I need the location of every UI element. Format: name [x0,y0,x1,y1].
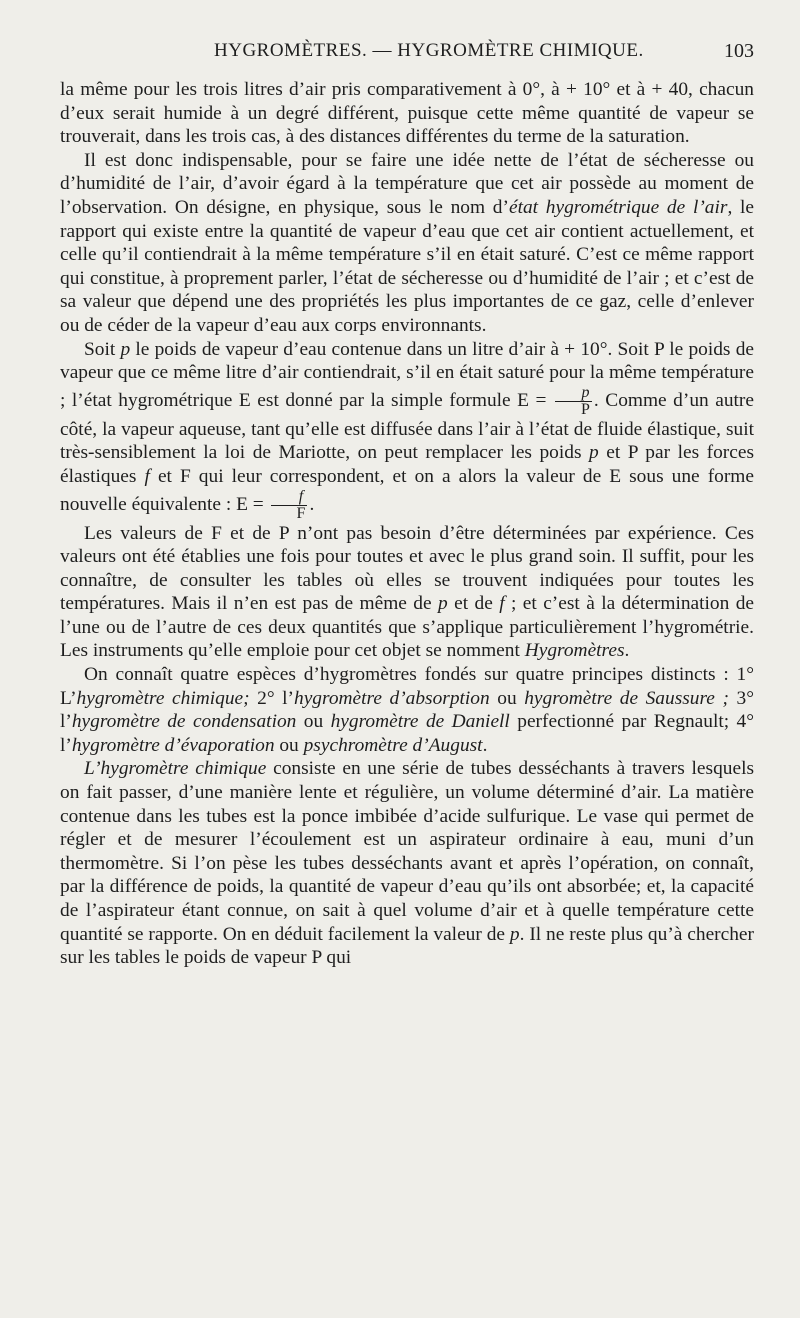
paragraph-2: Il est donc indispensable, pour se faire une idée nette de l’état de sécheresse ou d’humidité de l’air, d’avoir égard à la température que cet air possède au moment de l’observation. On désigne, en physique, sous le nom d’état hygrométrique de l’air, le rapport qui existe entre la quantité de vapeur d’eau que cet air contient actuellement, et celle qu’il contiendrait à la même température s’il en était saturé. C’est ce même rapport qui constitue, à proprement parler, l’état de sécheresse ou d’humidité de l’air ; et c’est de sa valeur que dépend une des propriétés les plus importantes de ce gaz, celle d’enlever ou de céder de la vapeur d’eau aux corps environnants. [60,149,754,336]
paragraph-1: la même pour les trois litres d’air pris comparativement à 0°, à + 10° et à + 40, chacun d’eux serait humide à un degré différent, puisque cette même quantité de vapeur se trouverait, dans les trois cas, à des distances différentes du terme de la saturation. [60,79,754,148]
emphasis-hygrometres: Hygromètres [524,640,625,662]
paragraph-3: Soit p le poids de vapeur d’eau contenue dans un litre d’air à + 10°. Soit P le poids de vapeur que ce même litre d’air contiendrait, s’il en était saturé pour la même température ; l’état hygrométrique E est donné par la simple formule E = $\frac{p}{P}$ . Comme d’un autre côté, la vapeur aqueuse, tant qu’elle est diffusée dans l’air à l’état de fluide élastique, suit très-sensiblement la loi de Mariotte, on peut remplacer les poids p et P par les forces élastiques f et F qui leur correspondent, et on a alors la valeur de E sous une forme nouvelle équivalente : E = $\frac{f}{F}$ . [60,338,754,522]
page-header [60,38,754,78]
paragraph-6: L’hygromètre chimique consiste en une série de tubes desséchants à travers lesquels on fait passer, d’une manière lente et régulière, un volume déterminé d’air. La matière contenue dans les tubes est la ponce imbibée d’acide sulfurique. Le vase qui permet de régler et de mesurer l’écoulement est un aspirateur ordinaire à eau, muni d’un thermomètre. Si l’on pèse les tubes desséchants avant et après l’opération, on connaît, par la différence de poids, la quantité de vapeur d’eau qu’ils ont absorbée; et, la capacité de l’aspirateur étant connue, on sait à quel volume d’air et à quelle température cette quantité se rapporte. On en déduit facilement la valeur de p. Il ne reste plus qu’à chercher sur les tables le poids de vapeur P qui [60,758,754,969]
paragraph-4: Les valeurs de F et de P n’ont pas besoin d’être déterminées par expérience. Ces valeurs ont été établies une fois pour toutes et avec le plus grand soin. Il suffit, pour les connaître, de consulter les tables où elles se trouvent indiquées pour toutes les températures. Mais il n’en est pas de même de p et de f ; et c’est à la détermination de l’une ou de l’autre de ces deux quantités que s’applique particulièrement l’hygrométrie. Les instruments qu’elle emploie pour cet objet se nomment Hygromètres. [60,522,755,662]
emphasis-etat-hygrometrique: état hygrométrique de l’air [508,196,728,218]
page-number: 103 [724,40,754,62]
running-title: HYGROMÈTRES. — HYGROMÈTRE CHIMIQUE. [214,40,644,61]
formula-fraction-f-over-F: $\frac{f}{F}$ [271,489,308,522]
body-text [60,78,754,970]
emphasis-hygrometre-chimique: L’hygromètre chimique [84,758,267,780]
paragraph-5: On connaît quatre espèces d’hygromètres fondés sur quatre principes distincts : 1° L’hygromètre chimique; 2° l’hygromètre d’absorption ou hygromètre de Saussure ; 3° l’hygromètre de condensation ou hygromètre de Daniell perfectionné par Regnault; 4° l’hygromètre d’évaporation ou psychromètre d’August. [60,664,754,756]
formula-fraction-p-over-P: $\frac{p}{P}$ [555,385,592,418]
